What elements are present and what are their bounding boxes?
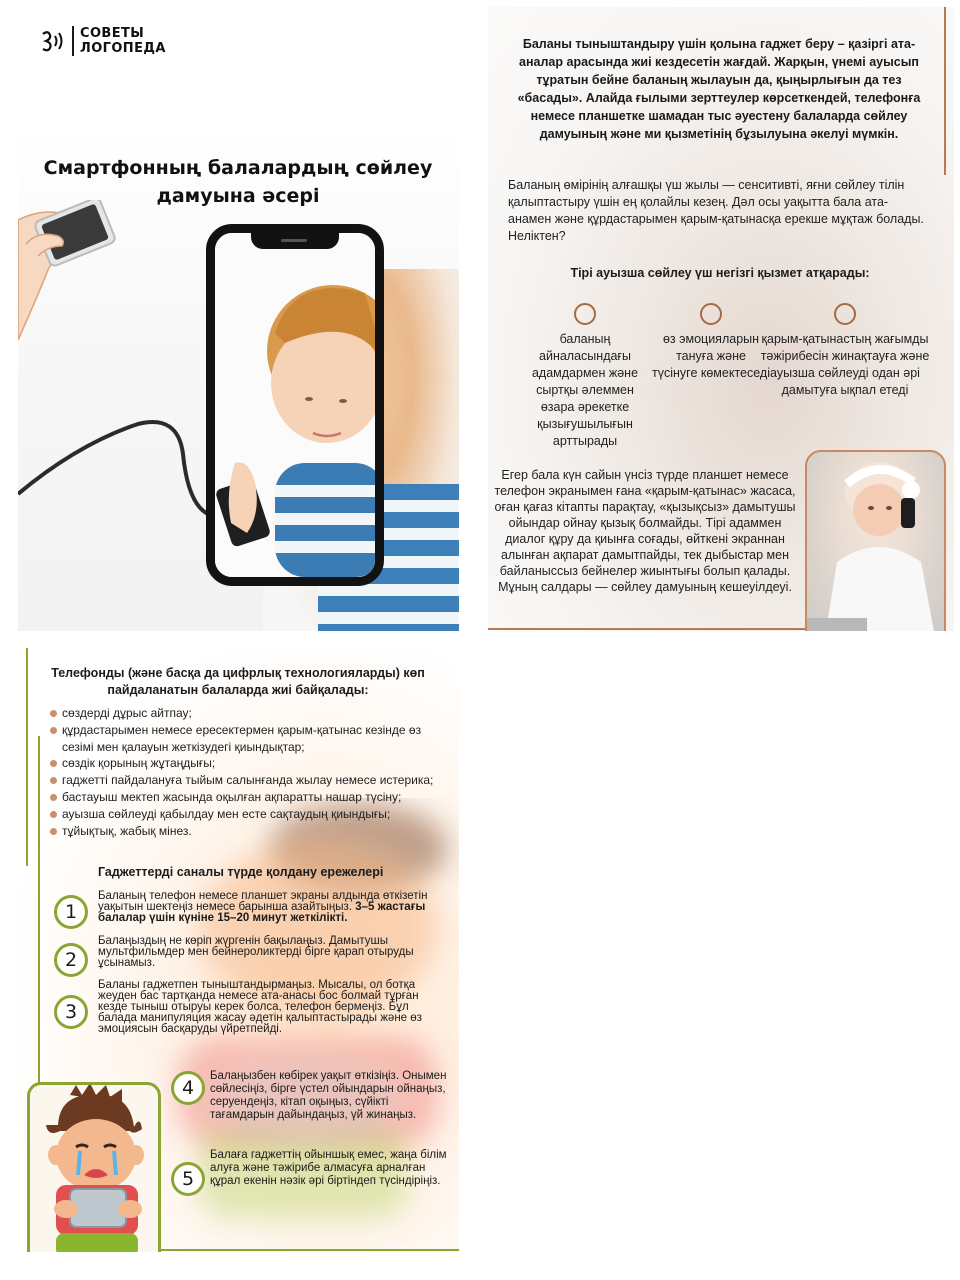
screen-communication-paragraph: Егер бала күн сайын үнсіз түрде планшет немесе телефон экранымен ғана «қарым-қатынас» жасаса, оған қағаз кітапты парақтау, «қызықсыз» дамытушы ойындар ойнау қызық болмайды. Тірі адаммен диалог құру да қиынға соғады, өйткені экраннан алынған ақпарат дамытпайды, тек дыбыстар мен байланыссыз бейнелер жиынтығы болып қалады. Мұның салдары — сөйлеу дамуының кешеуілдеуі. xyxy=(494,468,796,594)
rule-number-badge: 4 xyxy=(171,1071,205,1105)
rule-4-text: Балаңызбен көбірек уақыт өткізіңіз. Онымен сөйлесіңіз, бірге үстел ойындарын ойнаңыз, серуендеңіз, кітап оқыңыз, сүйікті тағамдарын дайындаңыз, үй жинаңыз. xyxy=(210,1070,447,1121)
rule-5-text: Балаға гаджеттің ойыншық емес, жаңа білім алуға және тәжірибе алмасуға арналған құрал екенін нәзік әрі біртіндеп түсіндіріңіз. xyxy=(210,1149,447,1187)
brand-logo xyxy=(40,26,166,56)
cover-panel xyxy=(18,14,459,631)
intro-paragraph: Баланы тыныштандыру үшін қолына гаджет беру – қазіргі ата-аналар арасында жиі кездесетін жағдай. Жарқын, үнемі ауысып тұратын бейне баланың жылауын да, қыңырлығын да тез «басады». Алайда ғылыми зерттеулер көрсеткендей, телефонға немесе планшетке шамадан тыс әуестену балаларда сөйлеу дамуының және ми қызметінің бұзылуына әкелуі мүмкін. xyxy=(517,37,921,141)
frame-line-left-top xyxy=(26,648,28,866)
rules-title: Гаджеттерді саналы түрде қолдану ережелері xyxy=(98,865,384,879)
crying-boy-with-tablet-illustration xyxy=(30,1085,158,1252)
frame-line-bottom xyxy=(488,628,808,630)
list-item: тұйықтық, жабық мінез. xyxy=(50,823,450,840)
rule-number-badge: 3 xyxy=(54,995,88,1029)
symptoms-title: Телефонды (және басқа да цифрлық технологияларды) көп пайдаланатын балаларда жиі байқалады: xyxy=(51,666,425,697)
list-item: бастауыш мектеп жасында оқылған ақпаратты нашар түсіну; xyxy=(50,789,450,806)
rule-number-badge: 5 xyxy=(171,1162,205,1196)
functions-subtitle: Тірі ауызша сөйлеу үш негізгі қызмет атқарады: xyxy=(570,266,870,280)
brand-name xyxy=(80,26,166,56)
rule-2-text: Балаңыздың не көріп жүргенін бақылаңыз. Дамытушы мультфильмдер мен бейнероликтерді бірге қарап отыруды ұсынамыз. xyxy=(98,935,414,969)
brand-line-2: ЛОГОПЕДА xyxy=(80,41,166,56)
rule-number-badge: 1 xyxy=(54,895,88,929)
speech-function-2 xyxy=(652,303,770,382)
gadget-rules-panel xyxy=(18,648,459,1252)
baby-illustration xyxy=(807,452,946,631)
speech-function-text: өз эмоцияларын тануға және түсінуге көмектеседі xyxy=(652,332,770,380)
cover-title: Смартфонның балалардың сөйлеу дамуына әсері xyxy=(43,157,433,207)
speech-function-3 xyxy=(760,303,930,399)
list-item: ауызша сөйлеуді қабылдау мен есте сақтаудың қиындығы; xyxy=(50,806,450,823)
speech-function-text: баланың айналасындағы адамдармен және сыртқы әлеммен өзара әрекетке қызығушылығын арттырады xyxy=(531,332,639,448)
frame-line-right xyxy=(944,7,946,175)
list-item: құрдастарымен немесе ересектермен қарым-қатынас кезінде өз сезімі мен қалауын жеткізудегі қиындықтар; xyxy=(50,722,450,756)
rule-number-badge: 2 xyxy=(54,943,88,977)
symptoms-list xyxy=(50,705,450,839)
baby-on-phone-photo xyxy=(805,450,946,631)
crying-boy-frame xyxy=(27,1082,161,1252)
circle-bullet-icon xyxy=(574,303,596,325)
logo-divider xyxy=(72,26,74,56)
rule-1-text: Баланың телефон немесе планшет экраны алдында өткізетін уақытын шектеңіз немесе барынша азайтыңыз. xyxy=(98,890,428,913)
speech-function-1 xyxy=(522,303,648,450)
list-item: сөздік қорының жұтаңдығы; xyxy=(50,755,450,772)
phone-notch xyxy=(251,231,339,249)
rule-1-emphasis: 3–5 жастағы балалар үшін күніне 15–20 минут жеткілікті. xyxy=(98,901,426,924)
brand-line-1: СОВЕТЫ xyxy=(80,26,145,41)
frame-line-left xyxy=(38,736,40,1088)
circle-bullet-icon xyxy=(700,303,722,325)
sensitive-period-paragraph: Баланың өмірінің алғашқы үш жылы — сенситивті, яғни сөйлеу тілін қалыптастыру үшін ең қолайлы кезең. Дәл осы уақытта бала ата-анамен және құрдастарымен қарым-қатынасқа ерекше мұқтаж болады. Неліктен? xyxy=(508,178,924,243)
speech-function-text: қарым-қатынастың жағымды тәжірибесін жинақтауға және ауызша сөйлеуді одан әрі дамытуға ықпал етеді xyxy=(760,332,930,397)
rule-text xyxy=(98,891,454,924)
speech-wave-icon xyxy=(40,26,68,56)
circle-bullet-icon xyxy=(834,303,856,325)
rule-3-text: Баланы гаджетпен тыныштандырмаңыз. Мысалы, ол ботқа жеуден бас тартқанда немесе ата-анасы бос болмай тұрған кезде тыныш отыруы керек болса, телефон бермеңіз. Бұл балада манипуляция жасау әдетін қалыптастырады және өз эмоциясын басқаруды үйретпейді. xyxy=(98,979,422,1035)
boy-playing-photo xyxy=(215,233,375,577)
list-item: сөздерді дұрыс айтпау; xyxy=(50,705,450,722)
speech-functions-panel xyxy=(488,7,954,631)
smartphone-illustration xyxy=(206,224,384,586)
list-item: гаджетті пайдалануға тыйым салынғанда жылау немесе истерика; xyxy=(50,772,450,789)
